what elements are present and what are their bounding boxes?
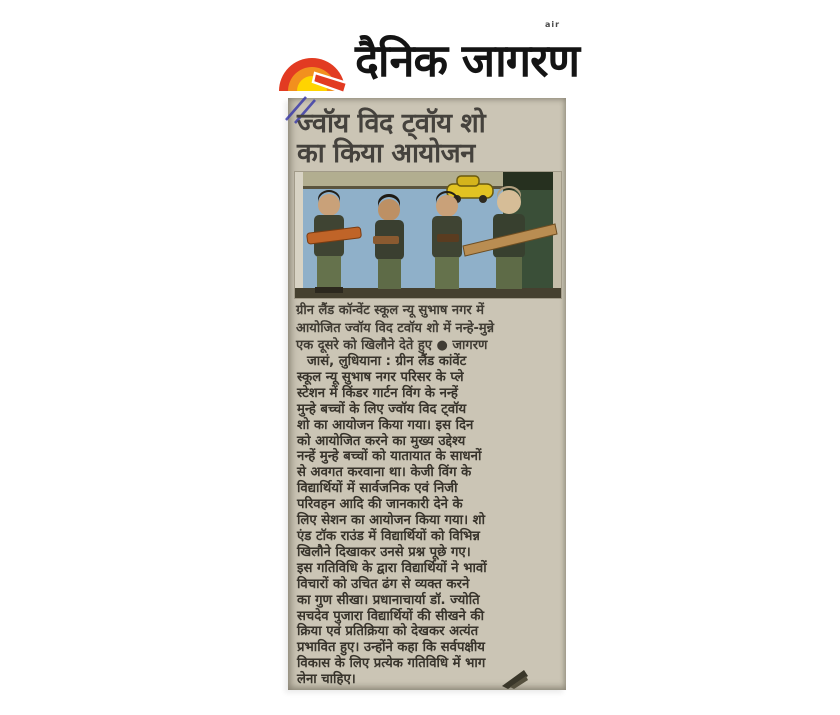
body-line: लेना चाहिए। [297, 672, 356, 688]
masthead-title: दैनिक जागरण [355, 34, 580, 87]
body-line: खिलौने दिखाकर उनसे प्रश्न पूछे गए। [297, 544, 471, 560]
body-line: नन्हें मुन्हे बच्चों को यातायात के साधनों [297, 449, 482, 465]
corner-watermark: air [545, 20, 561, 29]
headline-line-1: ज्वॉय विद ट्वॉय शो [297, 108, 486, 139]
caption-line-3: एक दूसरे को खिलौने देते हुए ● जागरण [296, 338, 488, 353]
body-line: को आयोजित करने का मुख्य उद्देश्य [297, 433, 466, 449]
body-line: मुन्हे बच्चों के लिए ज्वॉय विद ट्वॉय [297, 401, 467, 417]
body-line: स्कूल न्यू सुभाष नगर परिसर के प्ले [297, 369, 464, 385]
body-line: लिए सेशन का आयोजन किया गया। शो [297, 513, 486, 529]
body-line: क्रिया एवं प्रतिक्रिया को देखकर अत्यंत [297, 624, 479, 640]
news-photo [295, 172, 561, 298]
caption-line-1: ग्रीन लैंड कॉन्वेंट स्कूल न्यू सुभाष नगर में [296, 303, 485, 318]
jagran-sun-logo-icon [277, 27, 349, 95]
body-line: सचदेव पुजारा विद्यार्थियों की सीखने की [297, 608, 484, 624]
body-line: एंड टॉक राउंड में विद्यार्थियों को विभिन्न [297, 528, 480, 544]
masthead [275, 14, 580, 98]
caption-line-2: आयोजित ज्वॉय विद टवॉय शो में नन्हे-मुन्ने [296, 320, 495, 336]
body-line: प्रभावित हुए। उन्होंने कहा कि सर्वपक्षीय [297, 640, 485, 656]
photo-caption [296, 302, 560, 355]
body-line: इस गतिविधि के द्वारा विद्यार्थियों ने भावों [297, 560, 487, 576]
news-clipping [288, 98, 566, 690]
body-line: से अवगत करवाना था। केजी विंग के [297, 465, 472, 481]
corner-fold-icon [500, 668, 530, 690]
body-line: शो का आयोजन किया गया। इस दिन [297, 417, 474, 433]
body-line: का गुण सीखा। प्रधानाचार्या डॉ. ज्योति [297, 592, 480, 608]
body-line: परिवहन आदि की जानकारी देने के [297, 497, 463, 513]
body-line: स्टेशन में किंडर गार्टन विंग के नन्हें [297, 385, 458, 401]
body-line: विकास के लिए प्रत्येक गतिविधि में भाग [297, 656, 486, 672]
body-line: विचारों को उचित ढंग से व्यक्त करने [297, 576, 470, 592]
body-line: जासं, लुधियाना : ग्रीन लैंड कांवेंट [307, 354, 467, 369]
article-headline [297, 109, 559, 169]
article-body [297, 354, 559, 688]
headline-line-2: का किया आयोजन [297, 138, 475, 169]
body-line: विद्यार्थियों में सार्वजनिक एवं निजी [297, 481, 458, 497]
